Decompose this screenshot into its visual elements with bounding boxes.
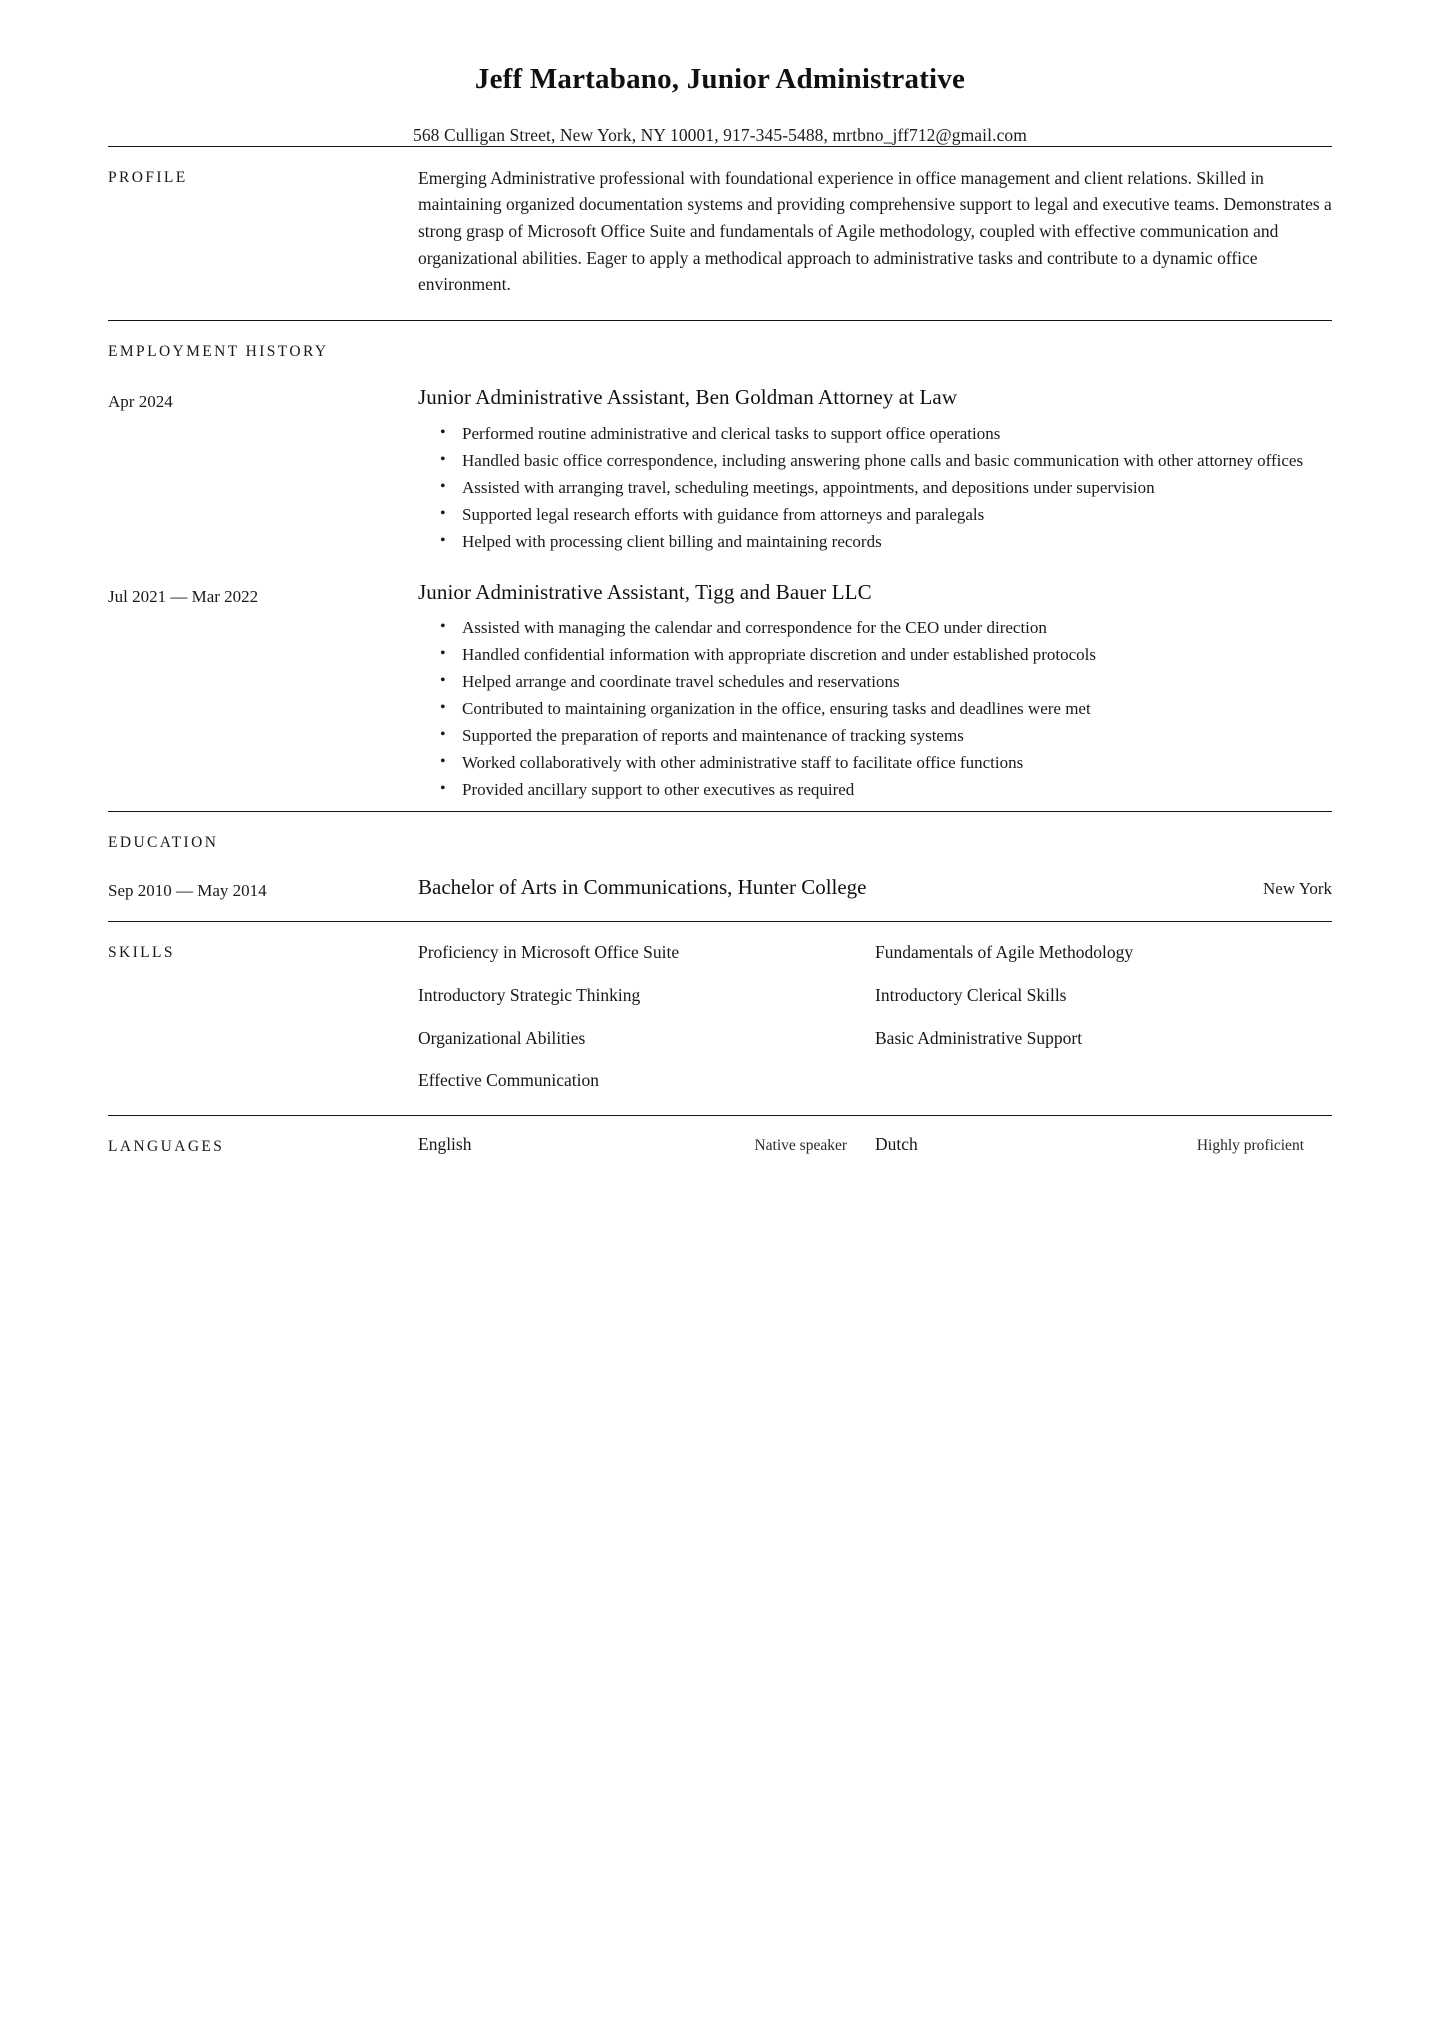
language-item: [418, 1134, 875, 1155]
skills-grid: [418, 940, 1332, 1093]
list-item: • Contributed to maintaining organization in the office, ensuring tasks and deadlines were met: [460, 697, 1332, 722]
employment-entry-main: [418, 384, 1332, 556]
education-title: Bachelor of Arts in Communications, Hunter College: [418, 874, 867, 899]
list-item: • Supported legal research efforts with guidance from attorneys and paralegals: [460, 503, 1332, 528]
skill-item: Effective Communication: [418, 1070, 599, 1091]
section-label-languages: LANGUAGES: [108, 1138, 225, 1156]
list-item: • Handled confidential information with appropriate discretion and under established protocols: [460, 643, 1332, 668]
section-label-col: [108, 339, 418, 363]
section-label-employment: EMPLOYMENT HISTORY: [108, 342, 329, 360]
employment-date: Jul 2021 — Mar 2022: [108, 586, 259, 606]
section-body-profile: [418, 165, 1332, 298]
employment-bullets: [418, 422, 1332, 555]
section-skills: [108, 922, 1332, 1115]
skill-item: Basic Administrative Support: [875, 1027, 1083, 1048]
section-label-education: EDUCATION: [108, 833, 219, 851]
employment-bullets: [418, 616, 1332, 803]
language-level: Native speaker: [754, 1137, 847, 1155]
list-item: • Worked collaboratively with other administrative staff to facilitate office functions: [460, 751, 1332, 776]
employment-entry: [108, 563, 1332, 811]
language-item: [875, 1134, 1332, 1155]
list-item: • Assisted with managing the calendar and correspondence for the CEO under direction: [460, 616, 1332, 641]
section-profile: [108, 147, 1332, 320]
employment-date: Apr 2024: [108, 392, 173, 412]
education-entry-main: [418, 874, 1332, 901]
section-employment-header: [108, 321, 1332, 369]
employment-title: Junior Administrative Assistant, Tigg and Bauer LLC: [418, 579, 872, 604]
employment-entry: [108, 368, 1332, 562]
section-education-header: [108, 812, 1332, 860]
language-name: Dutch: [875, 1134, 918, 1155]
language-level: Highly proficient: [1196, 1137, 1304, 1155]
education-date: Sep 2010 — May 2014: [108, 880, 267, 900]
employment-entry-main: [418, 579, 1332, 805]
section-label-profile: PROFILE: [108, 168, 188, 186]
list-item: • Handled basic office correspondence, including answering phone calls and basic communication with other attorney offices: [460, 449, 1332, 474]
skills-column-left: [418, 940, 875, 1093]
section-label-col: [108, 940, 418, 964]
list-item: • Performed routine administrative and clerical tasks to support office operations: [460, 422, 1332, 447]
section-label-col: [108, 165, 418, 189]
list-item: • Assisted with arranging travel, scheduling meetings, appointments, and depositions under supervision: [460, 476, 1332, 501]
list-item: • Supported the preparation of reports and maintenance of tracking systems: [460, 724, 1332, 749]
list-item: • Provided ancillary support to other executives as required: [460, 778, 1332, 803]
languages-grid: [418, 1134, 1332, 1155]
list-item: • Helped with processing client billing and maintaining records: [460, 530, 1332, 555]
section-body-languages: [418, 1134, 1332, 1155]
skill-item: Organizational Abilities: [418, 1027, 586, 1048]
skill-item: Fundamentals of Agile Methodology: [875, 941, 1134, 962]
section-label-skills: SKILLS: [108, 943, 175, 961]
section-label-col: [108, 830, 418, 854]
contact-line: 568 Culligan Street, New York, NY 10001, 917-345-5488, mrtbno_jff712@gmail.com: [412, 124, 1027, 145]
skills-column-right: [875, 940, 1332, 1093]
page-title: Jeff Martabano, Junior Administrative: [474, 63, 966, 95]
skill-item: Proficiency in Microsoft Office Suite: [418, 941, 680, 962]
section-body-skills: [418, 940, 1332, 1093]
section-languages: [108, 1116, 1332, 1172]
profile-text: Emerging Administrative professional with foundational experience in office management and client relations. Skilled in maintaining organized documentation systems and providing comprehensive support to legal and executive teams. Demonstrates a strong grasp of Microsoft Office Suite and fundamentals of Agile methodology, coupled with effective communication and organizational abilities. Eager to apply a methodical approach to administrative tasks and contribute to a dynamic office environment.: [418, 167, 1332, 295]
resume-header: [108, 52, 1332, 146]
education-entry: [108, 860, 1332, 921]
skill-item: Introductory Strategic Thinking: [418, 984, 641, 1005]
employment-title: Junior Administrative Assistant, Ben Goldman Attorney at Law: [418, 385, 958, 410]
list-item: • Helped arrange and coordinate travel schedules and reservations: [460, 670, 1332, 695]
education-location: New York: [1263, 878, 1332, 898]
section-label-col: [108, 1134, 418, 1158]
skill-item: Introductory Clerical Skills: [875, 984, 1067, 1005]
language-name: English: [418, 1134, 472, 1155]
